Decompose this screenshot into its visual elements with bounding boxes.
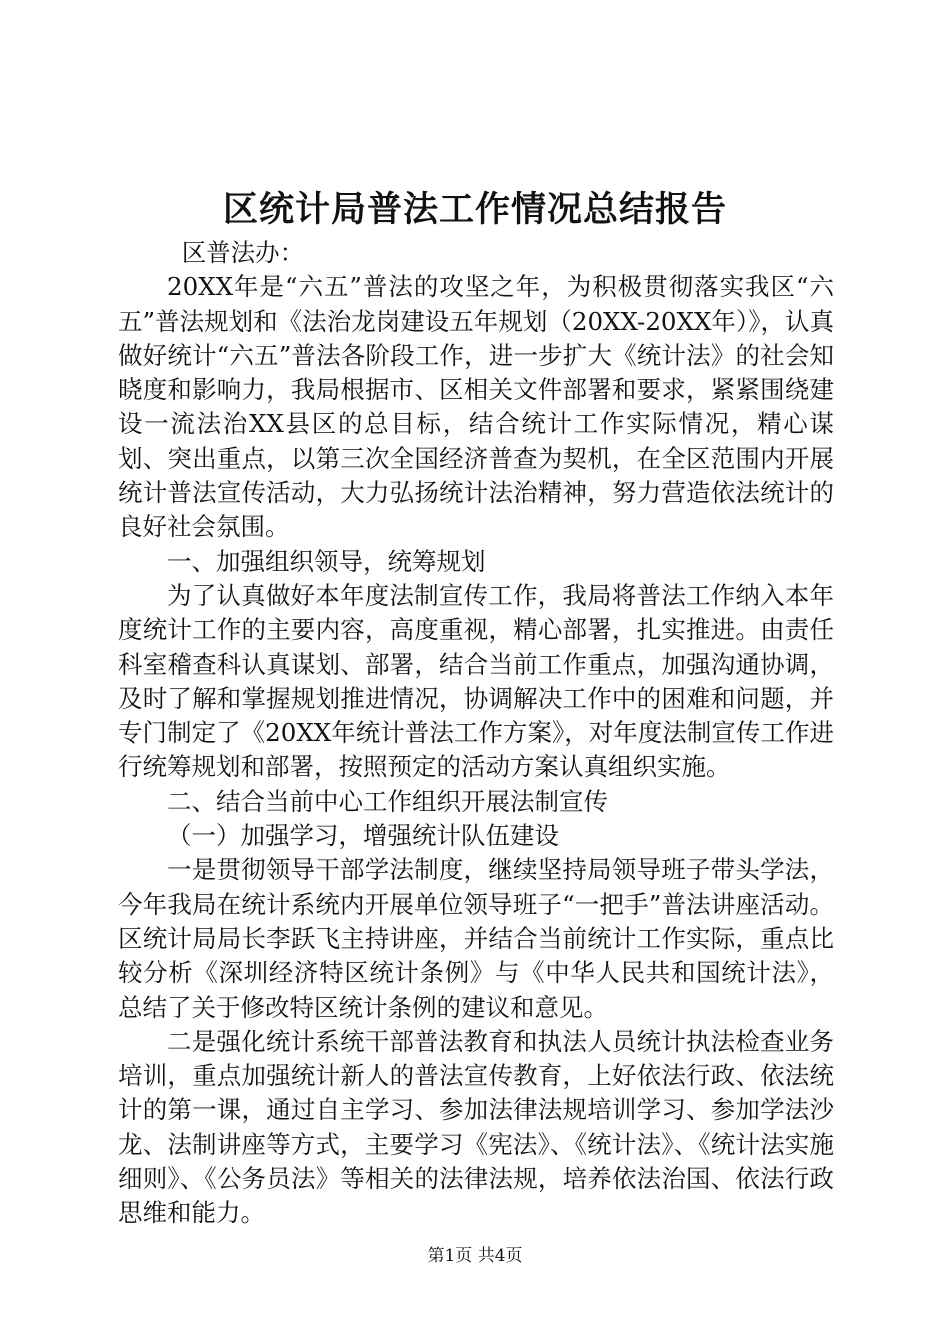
salutation: 区普法办： — [181, 238, 305, 267]
paragraph-organization: 为了认真做好本年度法制宣传工作，我局将普法工作纳入本年度统计工作的主要内容，高度重视，精心部署，扎实推进。由责任科室稽查科认真谋划、部署，结合当前工作重点，加强沟通协调，及时了解和掌握规划推进情况，协调解决工作中的困难和问题，并专门制定了《20XX年统计普法工作方案》，对年度法制宣传工作进行统筹规划和部署，按照预定的活动方案认真组织实施。 — [118, 580, 834, 782]
document-title: 区统计局普法工作情况总结报告 — [222, 189, 727, 230]
section-heading-2: 二、结合当前中心工作组织开展法制宣传 — [167, 786, 608, 816]
paragraph-staff-training: 二是强化统计系统干部普法教育和执法人员统计执法检查业务培训，重点加强统计新人的普法宣传教育，上好依法行政、依法统计的第一课，通过自主学习、参加法律法规培训学习、参加学法沙龙、法制讲座等方式，主要学习《宪法》、《统计法》、《统计法实施细则》、《公务员法》等相关的法律法规，培养依法治国、依法行政思维和能力。 — [118, 1026, 834, 1228]
document-body — [118, 236, 834, 1231]
paragraph-leadership-study: 一是贯彻领导干部学法制度，继续坚持局领导班子带头学法，今年我局在统计系统内开展单位领导班子“一把手”普法讲座活动。区统计局局长李跃飞主持讲座，并结合当前统计工作实际，重点比较分析《深圳经济特区统计条例》与《中华人民共和国统计法》，总结了关于修改特区统计条例的建议和意见。 — [118, 855, 834, 1022]
section-heading-1: 一、加强组织领导，统筹规划 — [167, 546, 486, 576]
paragraph-intro: 20XX年是“六五”普法的攻坚之年，为积极贯彻落实我区“六五”普法规划和《法治龙岗建设五年规划（20XX-20XX年）》，认真做好统计“六五”普法各阶段工作，进一步扩大《统计法》的社会知晓度和影响力，我局根据市、区相关文件部署和要求，紧紧围绕建设一流法治XX县区的总目标，结合统计工作实际情况，精心谋划、突出重点，以第三次全国经济普查为契机，在全区范围内开展统计普法宣传活动，大力弘扬统计法治精神，努力营造依法统计的良好社会氛围。 — [118, 272, 834, 542]
subsection-heading-1: （一）加强学习，增强统计队伍建设 — [167, 821, 559, 851]
page-footer: 第1页 共4页 — [427, 1246, 523, 1266]
